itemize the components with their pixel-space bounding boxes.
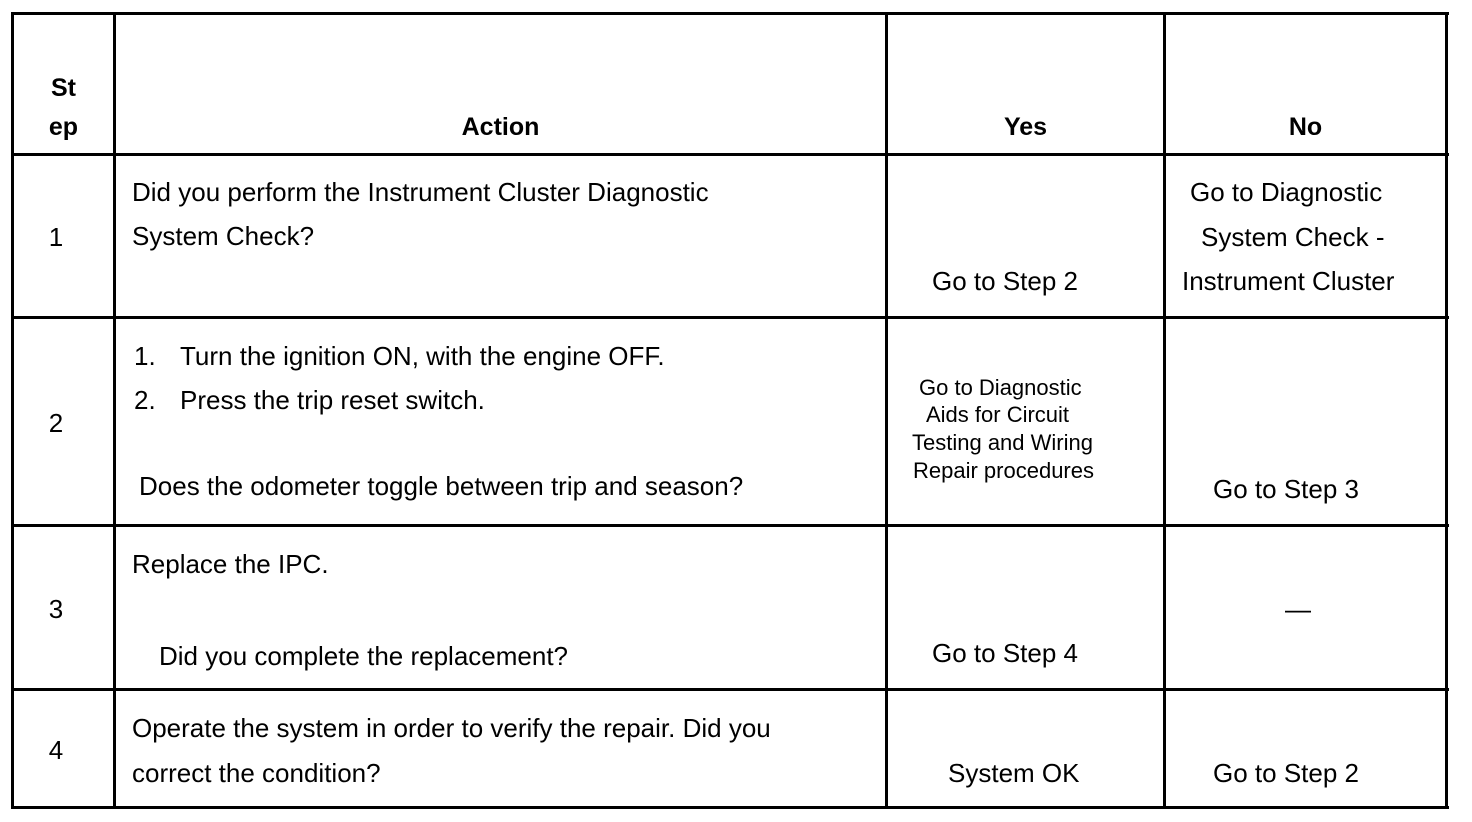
row2-action-item2: Press the trip reset switch. <box>180 385 485 415</box>
row1-action-line2: System Check? <box>132 221 315 251</box>
header-step-line1: St <box>51 74 76 102</box>
row2-yes-line4: Repair procedures <box>913 458 1094 483</box>
table-border-bottom <box>11 806 1449 809</box>
header-action: Action <box>461 113 540 141</box>
table-border-top <box>11 12 1449 15</box>
row4-yes: System OK <box>948 758 1080 788</box>
row2-action-question: Does the odometer toggle between trip and season? <box>139 471 744 501</box>
row-divider <box>11 688 1449 691</box>
row3-action-line2: Did you complete the replacement? <box>159 641 569 671</box>
header-divider <box>11 153 1449 156</box>
header-yes: Yes <box>1003 113 1048 141</box>
row3-yes: Go to Step 4 <box>932 638 1078 668</box>
row1-no-line1: Go to Diagnostic <box>1190 177 1383 207</box>
row2-yes-line3: Testing and Wiring <box>912 430 1093 455</box>
row2-no: Go to Step 3 <box>1213 474 1359 504</box>
row2-yes-line2: Aids for Circuit <box>926 402 1070 427</box>
row2-action-item1: Turn the ignition ON, with the engine OFF. <box>180 341 665 371</box>
row1-action-line1: Did you perform the Instrument Cluster Diagnostic <box>132 177 709 207</box>
row2-step: 2 <box>48 408 64 438</box>
row4-step: 4 <box>48 735 64 765</box>
row3-step: 3 <box>48 594 64 624</box>
header-no: No <box>1288 113 1323 141</box>
row3-action-line1: Replace the IPC. <box>132 549 329 579</box>
row4-action-line2: correct the condition? <box>132 758 381 788</box>
row3-no: — <box>1285 594 1311 624</box>
row2-action-item2-num: 2. <box>134 385 156 415</box>
row4-no: Go to Step 2 <box>1213 758 1359 788</box>
row2-yes-line1: Go to Diagnostic <box>919 375 1082 400</box>
row-divider <box>11 316 1449 319</box>
row2-action-item1-num: 1. <box>134 341 156 371</box>
row1-step: 1 <box>48 222 64 252</box>
row1-yes: Go to Step 2 <box>932 266 1078 296</box>
row-divider <box>11 524 1449 527</box>
row1-no-line2: System Check - <box>1201 222 1385 252</box>
table-border-right <box>1445 12 1448 809</box>
row4-action-line1: Operate the system in order to verify the repair. Did you <box>132 713 771 743</box>
header-step-line2: ep <box>48 113 79 141</box>
row1-no-line3: Instrument Cluster <box>1182 266 1395 296</box>
